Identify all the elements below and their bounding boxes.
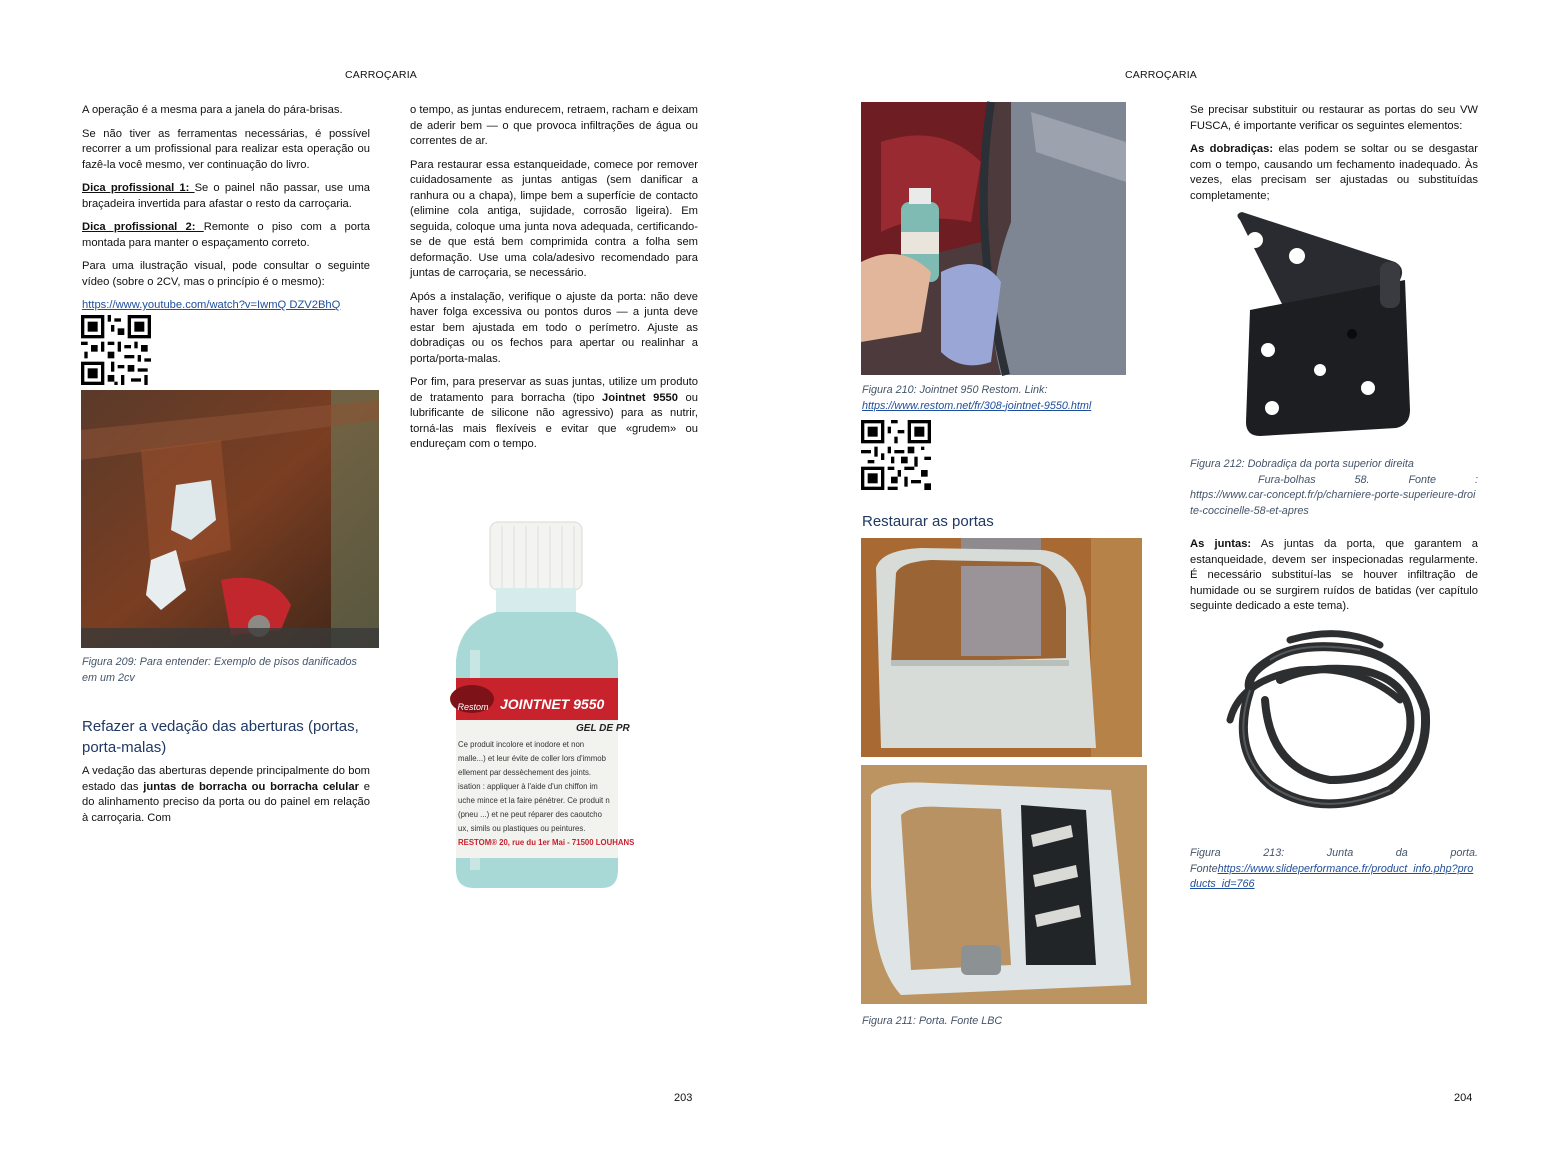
bottle-product-name: JOINTNET 9550 [500, 696, 605, 712]
page-number: 204 [1454, 1092, 1473, 1104]
figure-211-caption: Figura 211: Porta. Fonte LBC [862, 1015, 1003, 1027]
door-hinge-photo [1220, 210, 1425, 440]
paragraph: A vedação das aberturas depende principalmente do bom estado das juntas de borracha ou borracha celular e do alinhamento preciso da porta ou do painel em relação à carroçaria. Com [82, 765, 370, 824]
slideperformance-link[interactable]: https://www.slideperformance.fr/product_info.php?products_id=766 [1190, 862, 1474, 890]
left-column-2 [410, 103, 698, 461]
right-page [780, 0, 1560, 1170]
figure-212-caption: Figura 212: Dobradiça da porta superior direita Fura-bolhas 58. Fonte : https://www.car-concept.fr/p/charniere-porte-superieure-droite-coccinelle-58-et-apres [1190, 458, 1478, 517]
figure-210-caption: Figura 210: Jointnet 950 Restom. Link: https://www.restom.net/fr/308-jointnet-9550.html [862, 384, 1092, 412]
paragraph: Para restaurar essa estanqueidade, comece por remover cuidadosamente as juntas antigas (sem danificar a ranhura ou a chapa), limpe bem a superfície de contacto (elimine cola antiga, sujidade, corrosão ligeira). Em seguida, coloque uma junta nova adequada, certificando-se de que está bem comprimida contra a folha sem deformação. Use uma cola/adesivo recomendado para juntas de carroçaria, se necessário. [410, 158, 698, 279]
pro-tip-1 [82, 181, 370, 212]
door-seal-photo [1210, 620, 1440, 830]
qr-code [861, 420, 931, 490]
right-column-2 [1190, 103, 1478, 212]
pro-tip-label: Dica profissional 1: [82, 182, 195, 194]
paragraph: Por fim, para preservar as suas juntas, utilize um produto de tratamento para borracha (tipo Jointnet 9550 ou lubrificante de silicone não agressivo) para as nutrir, torná-las mais flexíveis e evitar que «grudem» ou endureçam com o tempo. [410, 376, 698, 450]
left-column-1 [82, 103, 370, 322]
door-photo-inner [861, 765, 1147, 1004]
paragraph: Para uma ilustração visual, pode consultar o seguinte vídeo (sobre o 2CV, mas o princípio é o mesmo): [82, 260, 370, 288]
rusted-floor-photo [81, 390, 379, 648]
restom-link[interactable]: https://www.restom.net/fr/308-jointnet-9550.html [862, 399, 1092, 412]
paragraph: As dobradiças: elas podem se soltar ou se desgastar com o tempo, causando um fechamento inadequado. Às vezes, elas precisam ser ajustadas ou substituídas completamente; [1190, 143, 1478, 202]
door-photo-front [861, 538, 1142, 757]
right-column-2-joints [1190, 537, 1478, 623]
section-heading: Refazer a vedação das aberturas (portas, porta-malas) [82, 718, 359, 756]
running-head: CARROÇARIA [1125, 69, 1198, 81]
pro-tip-text: Remonte o piso com a porta montada para manter o espaçamento correto. [82, 221, 371, 249]
page-number: 203 [674, 1092, 693, 1104]
figure-209-caption: Figura 209: Para entender: Exemplo de pisos danificados em um 2cv [82, 656, 357, 684]
figure-213-caption: Figura 213: Junta da porta. Fontehttps://www.slideperformance.fr/product_info.php?products_id=766 [1190, 847, 1478, 890]
bottle-brand: Restom [457, 702, 489, 712]
left-column-1-bottom [82, 764, 370, 834]
paragraph: Após a instalação, verifique o ajuste da porta: não deve haver folga excessiva ou pontos duros — a junta deve estar bem ajustada em todo o perímetro. Ajuste as dobradiças ou os fechos para apertar ou realinhar a porta/porta-malas. [410, 290, 698, 365]
video-link[interactable]: https://www.youtube.com/watch?v=IwmQ DZV2BhQ [82, 299, 341, 311]
qr-code [81, 315, 151, 385]
running-head: CARROÇARIA [345, 69, 418, 81]
pro-tip-text: Se o painel não passar, use uma braçadeira invertida para afastar o resto da carroçaria. [82, 182, 371, 210]
pro-tip-2 [82, 220, 370, 251]
paragraph: A operação é a mesma para a janela do pára-brisas. [82, 104, 343, 116]
jointnet-bottle-photo [410, 510, 645, 895]
paragraph: Se precisar substituir ou restaurar as portas do seu VW FUSCA, é importante verificar os seguintes elementos: [1190, 104, 1478, 132]
pro-tip-label: Dica profissional 2: [82, 221, 204, 233]
paragraph: Se não tiver as ferramentas necessárias, é possível recorrer a um profissional para realizar esta operação ou fazê-la você mesmo, ver continuação do livro. [82, 127, 370, 171]
bottle-subtitle: GEL DE PR [576, 723, 630, 734]
paragraph: As juntas: As juntas da porta, que garantem a estanqueidade, devem ser inspecionadas regularmente. É necessário substituí-las se houver infiltração de humidade ou se surgirem ruídos de batidas (ver capítulo seguinte dedicado a este tema). [1190, 538, 1478, 612]
paragraph: o tempo, as juntas endurecem, retraem, racham e deixam de aderir bem — o que provoca infiltrações de água ou correntes de ar. [410, 104, 698, 147]
section-heading: Restaurar as portas [862, 513, 994, 530]
bottle-label-text: Ce produit incolore et inodore et non malle...) et leur évite de coller lors d'immob ellement par dessèchement des joints. isation : appliquer à l'aide d'un chiffon im uche mince et la faire pénétrer. Ce produit n (pneu ...) et ne peut réparer des caoutcho ux, simils ou plastiques ou peintures. RESTOM® 20, rue du 1er Mai - 71500 LOUHANS [458, 740, 635, 847]
applying-seal-photo [861, 102, 1126, 375]
